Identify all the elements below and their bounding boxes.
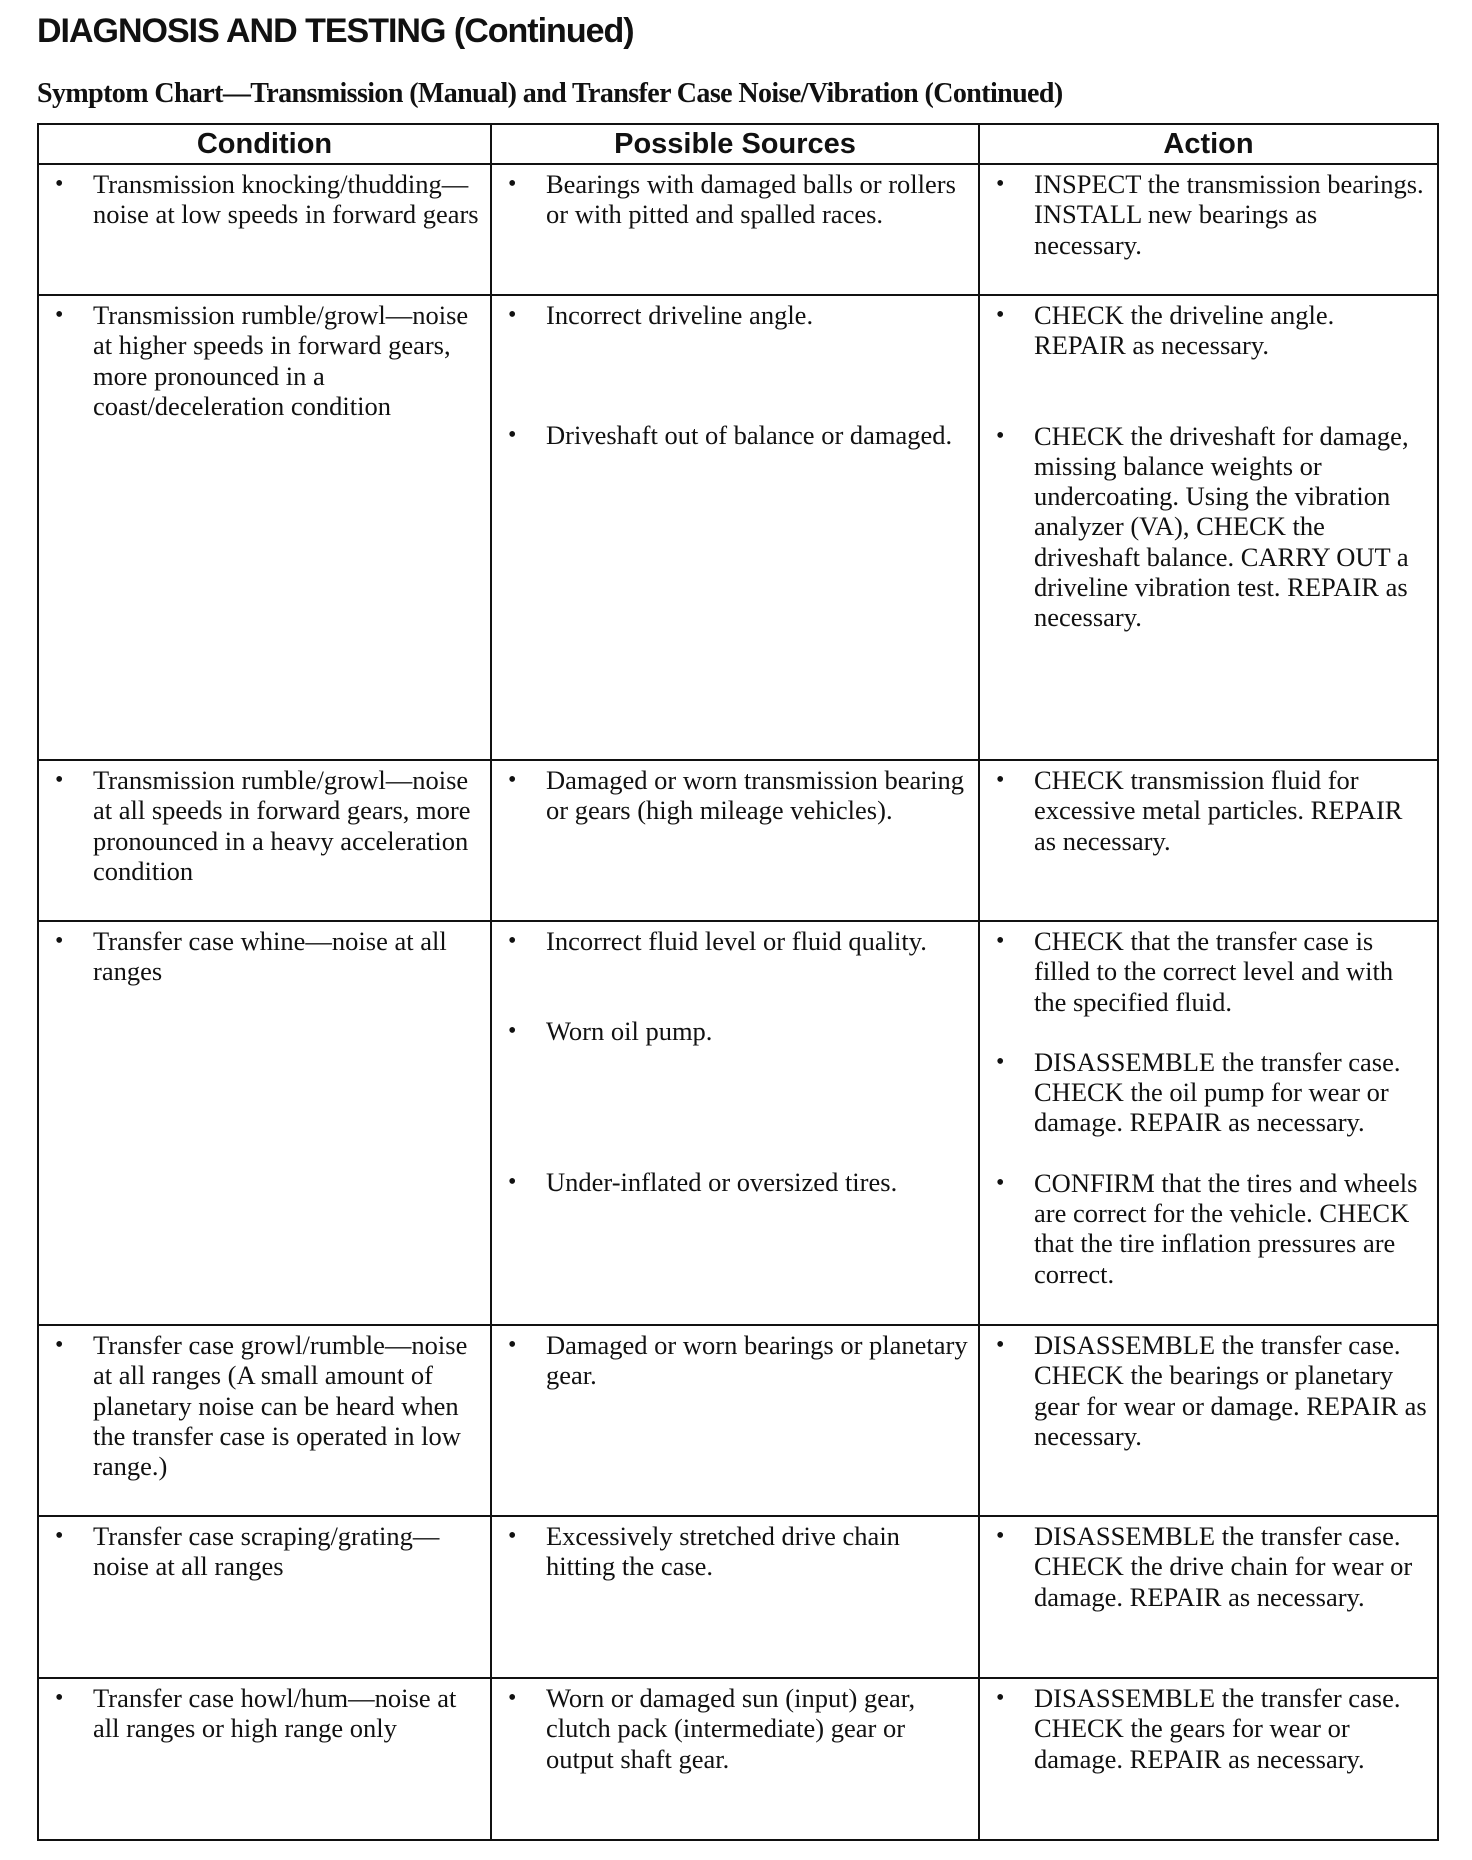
action-entry	[990, 1521, 1429, 1612]
bullet-icon: •	[996, 767, 1005, 793]
source-text: Damaged or worn bearings or planetary gear.	[546, 1330, 968, 1391]
symptom-table	[37, 123, 1439, 1841]
action-text: CHECK the driveline angle. REPAIR as necessary.	[1034, 300, 1335, 361]
condition-cell	[38, 1325, 491, 1516]
bullet-icon: •	[55, 302, 64, 328]
bullet-icon: •	[55, 1523, 64, 1549]
source-text: Worn oil pump.	[546, 1016, 713, 1047]
bullet-icon: •	[996, 1332, 1005, 1358]
sources-cell	[491, 295, 979, 760]
condition-text: Transfer case growl/rumble—noise at all ranges (A small amount of planetary noise can be heard when the transfer case is operated in low range.)	[93, 1330, 468, 1482]
bullet-icon: •	[996, 171, 1005, 197]
bullet-icon: •	[508, 171, 517, 197]
action-cell	[979, 921, 1438, 1325]
action-cell	[979, 1516, 1438, 1678]
source-entry	[502, 1521, 970, 1582]
action-text: DISASSEMBLE the transfer case. CHECK the gears for wear or damage. REPAIR as necessary.	[1034, 1683, 1401, 1774]
bullet-icon: •	[55, 1685, 64, 1711]
condition-cell	[38, 295, 491, 760]
action-cell	[979, 1678, 1438, 1840]
table-row	[38, 1516, 1438, 1678]
chart-title: Symptom Chart—Transmission (Manual) and Transfer Case Noise/Vibration (Continued)	[37, 78, 1063, 109]
action-entry	[990, 300, 1429, 361]
bullet-icon: •	[508, 422, 517, 449]
source-entry	[502, 765, 970, 826]
sources-cell	[491, 921, 979, 1325]
condition-cell	[38, 921, 491, 1325]
action-entry	[990, 1047, 1429, 1138]
action-entry	[990, 1683, 1429, 1774]
condition-cell	[38, 760, 491, 921]
bullet-icon: •	[55, 767, 64, 793]
action-text: DISASSEMBLE the transfer case. CHECK the oil pump for wear or damage. REPAIR as necessary.	[1034, 1046, 1401, 1138]
action-cell	[979, 760, 1438, 921]
action-text: DISASSEMBLE the transfer case. CHECK the drive chain for wear or damage. REPAIR as necessary.	[1034, 1521, 1413, 1612]
source-text: Bearings with damaged balls or rollers or with pitted and spalled races.	[546, 169, 956, 230]
action-text: CHECK transmission fluid for excessive metal particles. REPAIR as necessary.	[1034, 765, 1403, 856]
bullet-icon: •	[996, 1169, 1005, 1196]
sources-cell	[491, 760, 979, 921]
source-entry	[502, 1167, 970, 1197]
sources-cell	[491, 1325, 979, 1516]
source-entry	[502, 1016, 970, 1046]
bullet-icon: •	[508, 1332, 517, 1358]
table-row	[38, 164, 1438, 295]
condition-cell	[38, 1516, 491, 1678]
source-text: Excessively stretched drive chain hitting the case.	[546, 1521, 900, 1582]
table-row	[38, 760, 1438, 921]
source-entry	[502, 1330, 970, 1391]
sources-cell	[491, 164, 979, 295]
condition-text: Transmission rumble/growl—noise at higher speeds in forward gears, more pronounced in a coast/deceleration condition	[93, 300, 469, 421]
action-cell	[979, 295, 1438, 760]
source-text: Damaged or worn transmission bearing or gears (high mileage vehicles).	[546, 765, 965, 826]
action-cell	[979, 164, 1438, 295]
bullet-icon: •	[508, 1168, 517, 1195]
condition-entry	[49, 1521, 482, 1582]
action-text: CHECK that the transfer case is filled to the correct level and with the specified fluid.	[1034, 926, 1394, 1017]
bullet-icon: •	[996, 302, 1005, 328]
condition-entry	[49, 926, 482, 987]
condition-entry	[49, 300, 482, 421]
condition-entry	[49, 169, 482, 230]
bullet-icon: •	[508, 302, 517, 328]
source-text: Driveshaft out of balance or damaged.	[546, 420, 953, 451]
action-text: INSPECT the transmission bearings. INSTALL new bearings as necessary.	[1034, 169, 1424, 260]
bullet-icon: •	[55, 1332, 64, 1358]
action-entry	[990, 926, 1429, 1017]
action-entry	[990, 1330, 1429, 1451]
column-header-action: Action	[979, 124, 1438, 164]
condition-cell	[38, 1678, 491, 1840]
action-entry	[990, 1168, 1429, 1289]
source-text: Incorrect driveline angle.	[546, 300, 814, 330]
action-entry	[990, 421, 1429, 633]
action-cell	[979, 1325, 1438, 1516]
condition-text: Transfer case whine—noise at all ranges	[93, 926, 447, 987]
condition-text: Transmission rumble/growl—noise at all speeds in forward gears, more pronounced in a heavy acceleration condition	[93, 765, 471, 886]
source-text: Incorrect fluid level or fluid quality.	[546, 926, 927, 956]
bullet-icon: •	[508, 1018, 517, 1045]
bullet-icon: •	[508, 928, 517, 954]
condition-text: Transfer case scraping/grating—noise at all ranges	[93, 1521, 440, 1582]
table-row	[38, 921, 1438, 1325]
bullet-icon: •	[996, 928, 1005, 954]
bullet-icon: •	[996, 1685, 1005, 1711]
column-header-condition: Condition	[38, 124, 491, 164]
bullet-icon: •	[508, 767, 517, 793]
bullet-icon: •	[996, 422, 1005, 449]
source-text: Worn or damaged sun (input) gear, clutch pack (intermediate) gear or output shaft gear.	[546, 1683, 916, 1774]
section-heading: DIAGNOSIS AND TESTING (Continued)	[37, 12, 634, 50]
condition-text: Transfer case howl/hum—noise at all ranges or high range only	[93, 1683, 457, 1744]
table-row	[38, 295, 1438, 760]
source-entry	[502, 420, 970, 450]
table-header-row	[38, 124, 1438, 164]
sources-cell	[491, 1516, 979, 1678]
table-row	[38, 1678, 1438, 1840]
bullet-icon: •	[996, 1048, 1005, 1075]
action-entry	[990, 765, 1429, 856]
source-entry	[502, 1683, 970, 1774]
condition-text: Transmission knocking/thudding—noise at low speeds in forward gears	[93, 169, 479, 230]
source-text: Under-inflated or oversized tires.	[546, 1166, 898, 1197]
action-text: DISASSEMBLE the transfer case. CHECK the bearings or planetary gear for wear or damage. REPAIR as necessary.	[1034, 1330, 1427, 1451]
bullet-icon: •	[55, 928, 64, 954]
bullet-icon: •	[508, 1685, 517, 1711]
condition-cell	[38, 164, 491, 295]
source-entry	[502, 926, 970, 956]
action-entry	[990, 169, 1429, 260]
source-entry	[502, 300, 970, 330]
bullet-icon: •	[996, 1523, 1005, 1549]
sources-cell	[491, 1678, 979, 1840]
bullet-icon: •	[508, 1523, 517, 1549]
action-text: CHECK the driveshaft for damage, missing balance weights or undercoating. Using the vibration analyzer (VA), CHECK the driveshaft balance. CARRY OUT a driveline vibration test. REPAIR as necessary.	[1034, 420, 1409, 633]
action-text: CONFIRM that the tires and wheels are correct for the vehicle. CHECK that the tire inflation pressures are correct.	[1034, 1167, 1418, 1289]
condition-entry	[49, 765, 482, 886]
source-entry	[502, 169, 970, 230]
table-row	[38, 1325, 1438, 1516]
bullet-icon: •	[55, 171, 64, 197]
condition-entry	[49, 1330, 482, 1481]
condition-entry	[49, 1683, 482, 1744]
column-header-possible-sources: Possible Sources	[491, 124, 979, 164]
